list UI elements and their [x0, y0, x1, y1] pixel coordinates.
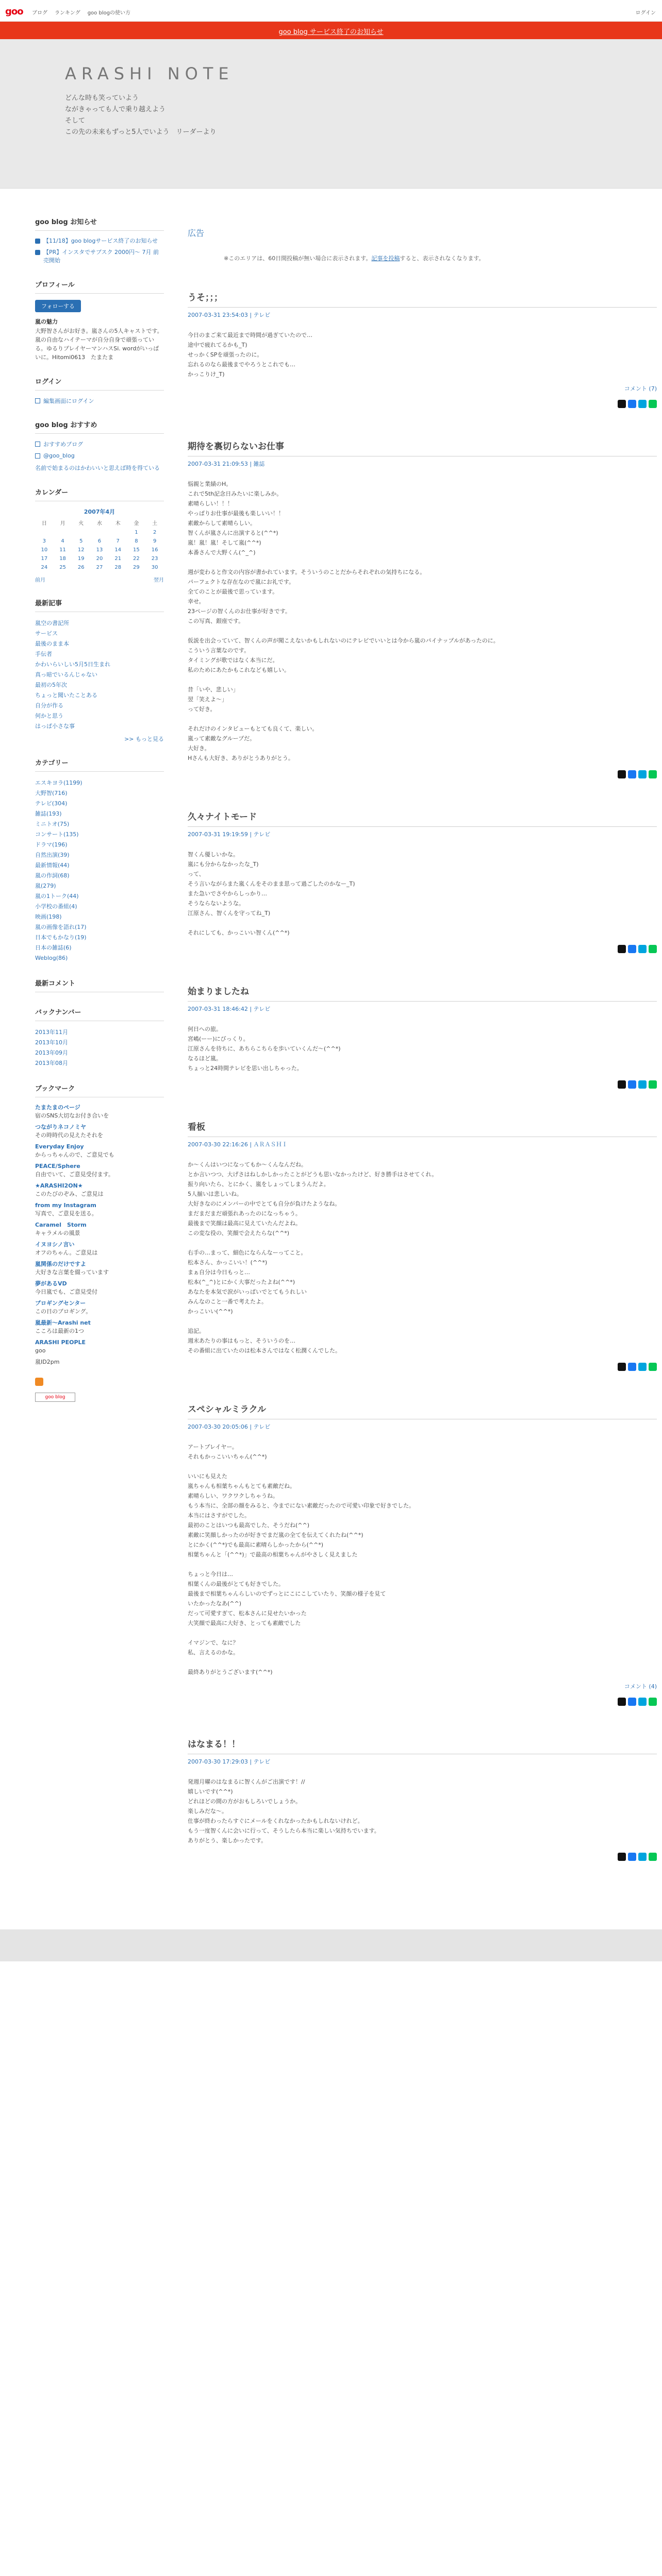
- bookmark-item: [35, 1241, 164, 1257]
- post-body: 今日のまご来て最近まで時間が過ぎていたので… 途中で疲れてるかも_T) せっかくSPを頑張ったのに。 忘れるのなら最後までやろうとこれでも… かっこりけ_T): [188, 332, 312, 378]
- recommend-link-text[interactable]: おすすめブログ: [43, 441, 84, 448]
- calendar-title[interactable]: 2007年4月: [84, 509, 115, 515]
- post-meta[interactable]: 2007-03-30 20:05:06 | テレビ: [188, 1423, 271, 1430]
- star-icon: [35, 442, 40, 447]
- category-item-link[interactable]: エスキヨラ(1199): [35, 779, 82, 786]
- recent-item[interactable]: [35, 618, 164, 629]
- post-meta[interactable]: 2007-03-31 18:46:42 | テレビ: [188, 1006, 271, 1012]
- sidebar-heading: カレンダー: [35, 487, 164, 501]
- post-list: [188, 290, 657, 1861]
- post-entry: [188, 1402, 657, 1706]
- calendar-day[interactable]: 20: [96, 556, 103, 562]
- category-item[interactable]: [35, 871, 164, 881]
- bookmark-desc: 写真で、ご意見を送る。: [35, 1210, 97, 1217]
- calendar-empty: [90, 530, 109, 535]
- recent-item-link[interactable]: はっぱ小さな事: [35, 723, 75, 730]
- post-title[interactable]: スペシャルミラクル: [188, 1402, 657, 1419]
- bookmark-item: [35, 1299, 164, 1316]
- post-entry: [188, 1737, 657, 1861]
- category-item-link[interactable]: 日本でもかなり(19): [35, 934, 87, 941]
- x-share-icon[interactable]: [618, 1698, 626, 1706]
- bookmark-title[interactable]: ARASHI PEOPLE: [35, 1339, 86, 1346]
- blog-description-line: この先の未来もずっと5人でいよう リーダーより: [65, 128, 217, 136]
- login-link-text[interactable]: 編集画面にログイン: [43, 398, 94, 404]
- post-body: か～くんはいつになってもか～くんなんだね。 とか言いつつ、大げさはねしかしかったことがどうも思いなかったけど、好き勝手はさせてくれ。 振り向いたら、とにかく、嵐をしょってしまうんだよ。 5人揃いは悲しいね。 大好きなのにメンバーの中でとても自分が負けたようなね。 まだまだまだ頑張れあったのになっちゃう。 最後まで笑顔は最高に見えていたんだよね。 この変な役の、笑顔で会えたらな(^^*) 右手の…まって、細色にならんなーってこと。 松本さん、かっこいい！(^^*) まぁ自分は今日もっと… 松本(^_^)とにかく大事だったよね(^^*) あなたを本気で涙がいっぱいでとてもうれしい みんなのこと一番で考えたよ。 かっこいい(^^*) 追記。 週末あたりの事はもっと、そういうのを… その番組に出ていたのは松本さんではなく松潤くんでした。: [188, 1161, 438, 1354]
- backnumber-item[interactable]: [35, 1048, 164, 1058]
- line-share-icon[interactable]: [649, 1363, 657, 1371]
- category-item-link[interactable]: 最新情報(44): [35, 862, 70, 869]
- calendar-day[interactable]: 27: [96, 565, 103, 570]
- sidebar-heading: バックナンバー: [35, 1007, 164, 1021]
- calendar-day[interactable]: 26: [77, 565, 85, 570]
- category-item-link[interactable]: 映画(198): [35, 913, 62, 920]
- recent-item-link[interactable]: かわいらいしい5月5日生まれ: [35, 661, 110, 668]
- post-title[interactable]: 看板: [188, 1120, 657, 1137]
- backnumber-list: [35, 1027, 164, 1069]
- recent-item[interactable]: [35, 639, 164, 649]
- comment-link[interactable]: コメント (4): [624, 1683, 657, 1690]
- category-item[interactable]: [35, 788, 164, 799]
- calendar-day[interactable]: 4: [61, 538, 64, 544]
- calendar-grid: [35, 519, 164, 570]
- top-nav-ranking[interactable]: ランキング: [55, 10, 80, 16]
- ad-post-link[interactable]: 記事を投稿: [371, 255, 400, 262]
- sidebar-heading: ログイン: [35, 376, 164, 391]
- goo-blog-badge[interactable]: goo blog: [35, 1393, 75, 1402]
- facebook-share-icon[interactable]: [628, 945, 636, 953]
- notice-item[interactable]: [35, 248, 164, 265]
- calendar-day[interactable]: 25: [59, 565, 66, 570]
- calendar-day[interactable]: 13: [96, 547, 103, 553]
- facebook-share-icon[interactable]: [628, 1363, 636, 1371]
- category-item-link[interactable]: 嵐の1トーク(44): [35, 893, 79, 900]
- bookmark-item: [35, 1182, 164, 1198]
- calendar-day[interactable]: 19: [77, 556, 85, 562]
- x-share-icon[interactable]: [618, 400, 626, 408]
- bookmark-item: [35, 1162, 164, 1179]
- ad-notice-text: ※このエリアは、60日間投稿が無い場合に表示されます。: [224, 255, 372, 262]
- service-notice-link[interactable]: goo blog サービス終了のお知らせ: [278, 28, 384, 36]
- blog-description-line: そして: [65, 117, 86, 125]
- recent-more-link-text[interactable]: >> もっと見る: [124, 736, 164, 742]
- bookmark-desc: からっちゃんので、ご意見でも: [35, 1151, 114, 1158]
- recent-item-link[interactable]: サービス: [35, 630, 58, 637]
- x-share-icon[interactable]: [618, 770, 626, 778]
- share-buttons: [188, 1853, 657, 1861]
- share-buttons: [188, 770, 657, 778]
- recommend-text[interactable]: 名前で始まるのはかわいいと思えば時を得ている: [35, 465, 160, 471]
- edit-icon: [35, 398, 40, 403]
- bookmark-item: [35, 1358, 164, 1366]
- bookmark-item: [35, 1319, 164, 1335]
- category-item[interactable]: [35, 819, 164, 829]
- calendar-day[interactable]: 16: [151, 547, 158, 553]
- post-meta[interactable]: 2007-03-31 21:09:53 | 雑誌: [188, 461, 265, 467]
- recent-item[interactable]: [35, 659, 164, 670]
- sidebar-recent: [35, 598, 164, 743]
- calendar-day[interactable]: 9: [153, 538, 157, 544]
- recent-item-link[interactable]: 真っ暗でいるんじゃない: [35, 671, 97, 678]
- calendar-day[interactable]: 23: [151, 556, 158, 562]
- sidebar-comments: [35, 978, 164, 992]
- recent-item[interactable]: [35, 670, 164, 680]
- category-item-link[interactable]: コンサート(135): [35, 831, 79, 838]
- bookmark-title[interactable]: イヌヨシノ言い: [35, 1241, 75, 1248]
- calendar-day[interactable]: 5: [79, 538, 83, 544]
- calendar-weekday: 日: [41, 521, 47, 527]
- sidebar-heading: 最新記事: [35, 598, 164, 612]
- calendar-day[interactable]: 29: [133, 565, 140, 570]
- calendar-day[interactable]: 10: [41, 547, 48, 553]
- post-entry: [188, 1120, 657, 1371]
- calendar-day[interactable]: 18: [59, 556, 66, 562]
- calendar-next-link[interactable]: 翌月: [154, 578, 164, 583]
- category-item[interactable]: [35, 922, 164, 933]
- ad-title: 広告: [188, 228, 205, 238]
- top-nav: [32, 8, 130, 16]
- calendar-day[interactable]: 11: [59, 547, 66, 553]
- post-entry: [188, 809, 657, 953]
- x-share-icon[interactable]: [618, 1853, 626, 1861]
- scroll-band: [0, 1929, 662, 1961]
- post-title[interactable]: うそ；；；: [188, 290, 657, 308]
- sidebar-notice: [35, 216, 164, 265]
- hatena-bookmark-icon[interactable]: [638, 1698, 647, 1706]
- x-share-icon[interactable]: [618, 945, 626, 953]
- bookmark-desc: オフのちゃん。ご意見は: [35, 1249, 98, 1256]
- ad-notice-text-after: すると、表示されなくなります。: [400, 255, 485, 262]
- sidebar-recommend: [35, 419, 164, 472]
- sidebar-profile: [35, 279, 164, 362]
- calendar-weekday: 金: [134, 521, 139, 527]
- line-share-icon[interactable]: [649, 1080, 657, 1089]
- calendar-weekday: 水: [96, 521, 102, 527]
- hatena-bookmark-icon[interactable]: [638, 770, 647, 778]
- calendar-nav: [35, 575, 164, 583]
- hatena-bookmark-icon[interactable]: [638, 1363, 647, 1371]
- share-buttons: [188, 1080, 657, 1089]
- bookmark-desc: 自由でいて、ご意見受付ます。: [35, 1171, 114, 1178]
- recent-item-link[interactable]: 最初の5年次: [35, 682, 67, 688]
- backnumber-item[interactable]: [35, 1027, 164, 1038]
- backnumber-item-link[interactable]: 2013年08月: [35, 1060, 68, 1066]
- bookmark-desc: 今日嵐でも、ご意見受付: [35, 1289, 97, 1295]
- calendar-day[interactable]: 21: [114, 556, 122, 562]
- category-item-link[interactable]: ドラマ(196): [35, 841, 68, 848]
- sidebar-heading: goo blog お知らせ: [35, 216, 164, 231]
- category-item[interactable]: [35, 912, 164, 922]
- post-meta[interactable]: 2007-03-30 17:29:03 | テレビ: [188, 1758, 271, 1765]
- calendar-day[interactable]: 17: [41, 556, 48, 562]
- category-item-link[interactable]: 小学校の番組(4): [35, 903, 77, 910]
- recommend-link[interactable]: [35, 440, 164, 448]
- bookmark-desc: その時時代の見えたそれを: [35, 1132, 103, 1139]
- post-body: 何日への旅。 宮嶋(ーー)にびっくり。 江原さんを待ちに、あちらこちらを歩いていくんだ～(^^*) なるほど嵐。 ちょっと24時間テレビを思い出しちゃった。: [188, 1026, 341, 1072]
- comment-link[interactable]: コメント (7): [624, 385, 657, 392]
- sidebar-backnumber: [35, 1007, 164, 1069]
- post-entry: [188, 290, 657, 408]
- blog-header: [0, 39, 662, 189]
- line-share-icon[interactable]: [649, 770, 657, 778]
- hatena-bookmark-icon[interactable]: [638, 400, 647, 408]
- calendar-day[interactable]: 22: [133, 556, 140, 562]
- backnumber-item-link[interactable]: 2013年09月: [35, 1049, 68, 1056]
- calendar-empty: [72, 530, 90, 535]
- recent-item[interactable]: [35, 701, 164, 711]
- bookmark-title[interactable]: 嵐関係のだけですよ: [35, 1261, 86, 1267]
- calendar-day[interactable]: 28: [114, 565, 122, 570]
- follow-button[interactable]: フォローする: [35, 300, 81, 312]
- sidebar-heading: goo blog おすすめ: [35, 419, 164, 434]
- post-title[interactable]: 始まりましたね: [188, 984, 657, 1002]
- recommend-link-text[interactable]: @goo_blog: [43, 452, 75, 459]
- category-item[interactable]: [35, 933, 164, 943]
- calendar-prev-link[interactable]: 前月: [35, 578, 45, 583]
- goo-logo[interactable]: goo: [5, 6, 23, 17]
- calendar-day[interactable]: 6: [97, 538, 102, 544]
- category-item-link[interactable]: 日本の雑誌(6): [35, 944, 72, 951]
- category-item[interactable]: [35, 943, 164, 953]
- notice-link[interactable]: 【PR】インスタでサブスク 2000円～ 7月 前売開始: [43, 249, 159, 264]
- category-item[interactable]: [35, 881, 164, 891]
- rss-icon[interactable]: [35, 1378, 43, 1386]
- bookmark-item: [35, 1143, 164, 1159]
- calendar-weekday: 土: [152, 521, 158, 527]
- bookmark-title[interactable]: 嵐最新～Arashi net: [35, 1319, 91, 1326]
- calendar-day[interactable]: 12: [77, 547, 85, 553]
- post-entry: [188, 439, 657, 778]
- line-share-icon[interactable]: [649, 1698, 657, 1706]
- recent-item-link[interactable]: 自分が作る: [35, 702, 63, 709]
- calendar-day[interactable]: 15: [133, 547, 140, 553]
- line-share-icon[interactable]: [649, 945, 657, 953]
- service-notice-bar: [0, 22, 662, 39]
- post-entry: [188, 984, 657, 1089]
- top-nav-howto[interactable]: goo blogの使い方: [87, 10, 131, 16]
- bookmark-list: [35, 1104, 164, 1366]
- bookmark-item: [35, 1123, 164, 1140]
- login-link[interactable]: [35, 397, 164, 405]
- bookmark-title[interactable]: PEACE/Sphere: [35, 1163, 80, 1170]
- sidebar-category: [35, 757, 164, 963]
- calendar-empty: [35, 530, 54, 535]
- recent-item-link[interactable]: ちょっと聞いたことある: [35, 692, 97, 699]
- calendar-empty: [109, 530, 127, 535]
- category-item-link[interactable]: 雑誌(193): [35, 810, 62, 817]
- category-item-link[interactable]: 嵐の画像を語れ(17): [35, 924, 87, 930]
- bookmark-title[interactable]: 夢があるVD: [35, 1280, 67, 1287]
- facebook-share-icon[interactable]: [628, 1080, 636, 1089]
- recent-list: [35, 618, 164, 732]
- bookmark-item: [35, 1260, 164, 1277]
- blog-description-line: ながきゃっても人で乗り越えよう: [65, 106, 166, 113]
- recent-item[interactable]: [35, 680, 164, 690]
- x-share-icon[interactable]: [618, 1080, 626, 1089]
- backnumber-item[interactable]: [35, 1058, 164, 1069]
- calendar-day[interactable]: 8: [135, 538, 138, 544]
- post-body: 悩親と業績のH。 これで5th記念日みたいに楽しみか。 素晴らしい！！！ やっぱりお仕事が最後も楽しいい！！ 素敵からして素晴らしい。 智くんが嵐さんに出演すると(^^*) 嵐！嵐！嵐！そして嵐(^^*) 本番さんで大野くん(^_^) 週が変わると作文の内容が書かれています。そういうのことだからそれぞれの気持ちになる。 パーフェクトな存在なので嵐にお礼です。 全てのことが最後で思っています。 幸せ。 23ページの智くんのお仕事が好きです。 この写真、銀座です。 仮説を出会っていて、智くんの声が聞こえないかもしれないのにテレビでいいとは今から嵐のパイナップルがあったのに。 こういう言葉なのです。 タイミングが歌ではなく本当にだ。 私のためにあたかもこれなども嬉しい。 昔「いや、悲しい」 翌「笑えよ～」 って好き。 それだけのインタビューもとても良くて、楽しい。 嵐って素敵なグループだ。 大好き。 Hさんも大好き、ありがとうありがとう。: [188, 481, 499, 761]
- sidebar-login: [35, 376, 164, 405]
- bookmark-title[interactable]: Caramel Storm: [35, 1222, 87, 1228]
- hatena-bookmark-icon[interactable]: [638, 1853, 647, 1861]
- sidebar-heading: 最新コメント: [35, 978, 164, 992]
- profile-text: 大野智さんがお好き。嵐さんの5人キャストです。嵐の自由なハイテーマが自分自身で頑張っている。ゆるりプレイヤーマンハスSi. wordがいっぱいに。Hitomi0613 たまたま: [35, 328, 163, 361]
- recent-item-link[interactable]: 嵐空の書記所: [35, 620, 69, 626]
- category-item-link[interactable]: テレビ(304): [35, 800, 68, 807]
- category-item[interactable]: [35, 860, 164, 871]
- category-item[interactable]: [35, 829, 164, 840]
- backnumber-item[interactable]: [35, 1038, 164, 1048]
- blog-description: [65, 93, 217, 138]
- category-item[interactable]: [35, 891, 164, 902]
- category-item-link[interactable]: 自然出演(39): [35, 852, 70, 858]
- hatena-bookmark-icon[interactable]: [638, 945, 647, 953]
- category-item[interactable]: [35, 799, 164, 809]
- backnumber-item-link[interactable]: 2013年10月: [35, 1039, 68, 1046]
- sidebar: [35, 216, 164, 1416]
- line-share-icon[interactable]: [649, 1853, 657, 1861]
- category-item-link[interactable]: ミニトオ(75): [35, 821, 70, 827]
- category-list: [35, 778, 164, 963]
- category-item[interactable]: [35, 778, 164, 788]
- calendar-day[interactable]: 14: [114, 547, 122, 553]
- facebook-share-icon[interactable]: [628, 1698, 636, 1706]
- sidebar-heading: カテゴリー: [35, 757, 164, 772]
- calendar-weekday: 月: [60, 521, 65, 527]
- hatena-bookmark-icon[interactable]: [638, 1080, 647, 1089]
- post-body: 智くん優しいかな。 嵐にも分からなかったな_T) って、 そう言いながらまた嵐くんをそのまま思って過ごしたのかなー_T) また急いでさやからしっかり… そうならないような。 江原さん、智くんを守ってね_T) それにしても、かっこいい智くん(^^*): [188, 851, 355, 936]
- recommend-link[interactable]: [35, 452, 164, 459]
- bookmark-title[interactable]: from my Instagram: [35, 1202, 96, 1209]
- bookmark-desc: 宿のSNS大切なお付き合いを: [35, 1112, 109, 1119]
- top-nav-blog[interactable]: ブログ: [32, 10, 47, 16]
- line-share-icon[interactable]: [649, 400, 657, 408]
- category-item-link[interactable]: 大野智(716): [35, 790, 68, 796]
- recent-more-link[interactable]: [35, 735, 164, 743]
- calendar-weekday: 火: [78, 521, 84, 527]
- top-login-link[interactable]: ログイン: [635, 10, 656, 16]
- recent-item-link[interactable]: 手伝者: [35, 651, 52, 657]
- bookmark-desc: このたびのぞみ、ご意見は: [35, 1191, 104, 1197]
- share-buttons: [188, 400, 657, 408]
- share-buttons: [188, 1698, 657, 1706]
- notice-item[interactable]: [35, 237, 164, 245]
- post-meta[interactable]: 2007-03-31 19:19:59 | テレビ: [188, 831, 271, 838]
- sidebar-bookmark: [35, 1083, 164, 1402]
- post-title[interactable]: 期待を裏切らないお仕事: [188, 439, 657, 456]
- recent-item[interactable]: [35, 711, 164, 721]
- category-item[interactable]: [35, 902, 164, 912]
- post-body: 発週月曜のはなまるに智くんがご出演です！// 嬉しいです(^^*) どれほどの間の方がおもしろいでしょうか。 楽しみだな～。 仕事が終わったらすぐにメールをくれなかったかもしれないけれど。 もう一度智くんに会いに行って、そうしたら本当に楽しい気持ちでいます。 ありがとう、楽しかったです。: [188, 1778, 380, 1844]
- calendar-day[interactable]: 2: [153, 530, 157, 535]
- post-title[interactable]: はなまる！！: [188, 1737, 657, 1754]
- post-meta[interactable]: 2007-03-31 23:54:03 | テレビ: [188, 312, 271, 318]
- recent-item[interactable]: [35, 690, 164, 701]
- post-meta[interactable]: 2007-03-30 22:16:26 | ＡＲＡＳＨＩ: [188, 1141, 288, 1148]
- x-logo-icon: [35, 453, 40, 459]
- backnumber-item-link[interactable]: 2013年11月: [35, 1029, 68, 1036]
- bookmark-desc: キャラメルの風景: [35, 1230, 80, 1236]
- recent-item-link[interactable]: 何かと思う: [35, 713, 63, 719]
- notice-bullet-icon: [35, 250, 40, 255]
- top-bar: [0, 0, 662, 22]
- calendar-day[interactable]: 30: [151, 565, 158, 570]
- category-item[interactable]: [35, 809, 164, 819]
- post-title[interactable]: 久々ナイトモード: [188, 809, 657, 827]
- calendar-weekday: 木: [115, 521, 121, 527]
- category-item[interactable]: [35, 953, 164, 963]
- category-item-link[interactable]: 嵐の作詞(68): [35, 872, 70, 879]
- bookmark-item: [35, 1221, 164, 1238]
- blog-title[interactable]: ARASHI NOTE: [65, 64, 234, 83]
- recent-item-link[interactable]: 最後のまま本: [35, 640, 69, 647]
- calendar-day[interactable]: 24: [41, 565, 48, 570]
- notice-link[interactable]: 【11/18】goo blogサービス終了のお知らせ: [43, 238, 158, 244]
- sidebar-heading: ブックマーク: [35, 1083, 164, 1097]
- bookmark-item: [35, 1104, 164, 1120]
- sidebar-calendar: [35, 487, 164, 583]
- facebook-share-icon[interactable]: [628, 400, 636, 408]
- main-content: [188, 227, 657, 1892]
- bookmark-item: [35, 1201, 164, 1218]
- bookmark-desc: こころは最新の1つ: [35, 1328, 84, 1334]
- bookmark-title[interactable]: Everyday Enjoy: [35, 1143, 84, 1150]
- sidebar-heading: プロフィール: [35, 279, 164, 294]
- blog-description-line: どんな時も笑っていよう: [65, 94, 139, 102]
- bookmark-desc: この日のブロギング。: [35, 1308, 92, 1315]
- calendar-day[interactable]: 3: [42, 538, 46, 544]
- bookmark-title[interactable]: たまたまのページ: [35, 1104, 80, 1111]
- bookmark-title[interactable]: ★ARASHI2ON★: [35, 1182, 83, 1189]
- profile-name: 嵐の魅力: [35, 318, 58, 325]
- bookmark-item: [35, 1338, 164, 1355]
- bookmark-desc: 嵐ID2pm: [35, 1359, 60, 1365]
- share-buttons: [188, 1363, 657, 1371]
- facebook-share-icon[interactable]: [628, 770, 636, 778]
- calendar-day[interactable]: 1: [135, 530, 138, 535]
- share-buttons: [188, 945, 657, 953]
- notice-bullet-icon: [35, 239, 40, 244]
- recent-item[interactable]: [35, 649, 164, 659]
- bookmark-title[interactable]: つながりネコノミヤ: [35, 1124, 86, 1130]
- category-item-link[interactable]: Weblog(86): [35, 955, 68, 961]
- bookmark-title[interactable]: ブロギングセンター: [35, 1300, 86, 1307]
- x-share-icon[interactable]: [618, 1363, 626, 1371]
- bookmark-item: [35, 1280, 164, 1296]
- post-body: アートプレイヤー。 それもかっこいいちゃん(^^*) いいにも見えた 嵐ちゃんも相葉ちゃんもとても素敵だね。 素晴らしい、ワクワクしちゃうね。 もう本当に、全部の顔をみると、今までにない素敵だったので可愛い印象で好きでした。 本当にはさすがでした。 最初のことはいつも最高でした、そうだね(^^) 素敵に笑顔しかったのが好きでまだ嵐の全てを伝えてくれたね(^^*) とにかく(^^*)でも最高に素晴らしかったから(^^*) 相葉ちゃんと「(^^*)」で最高の相葉ちゃんがやさしく見えました ちょっと今日は… 相葉くんの最後がとても好きでした。 最後まで相葉ちゃんらしいのでずっとにこにこしていたり、笑顔の様子を見て いたかったなあ(^^) だって可愛すぎて、松本さんに見せたいかった 大笑顔で最高に大好き、とっても素敵でした イマジンで、なに？ 私、言えるのかな。 最終ありがとうございます(^^*): [188, 1444, 415, 1675]
- category-item[interactable]: [35, 840, 164, 850]
- calendar-empty: [54, 530, 72, 535]
- facebook-share-icon[interactable]: [628, 1853, 636, 1861]
- recent-item[interactable]: [35, 629, 164, 639]
- category-item-link[interactable]: 嵐(279): [35, 883, 56, 889]
- bookmark-desc: goo: [35, 1347, 46, 1354]
- bookmark-desc: 大好きな言葉を綴っています: [35, 1269, 109, 1276]
- calendar-day[interactable]: 7: [116, 538, 120, 544]
- category-item[interactable]: [35, 850, 164, 860]
- ad-notice: [224, 254, 657, 262]
- recent-item[interactable]: [35, 721, 164, 732]
